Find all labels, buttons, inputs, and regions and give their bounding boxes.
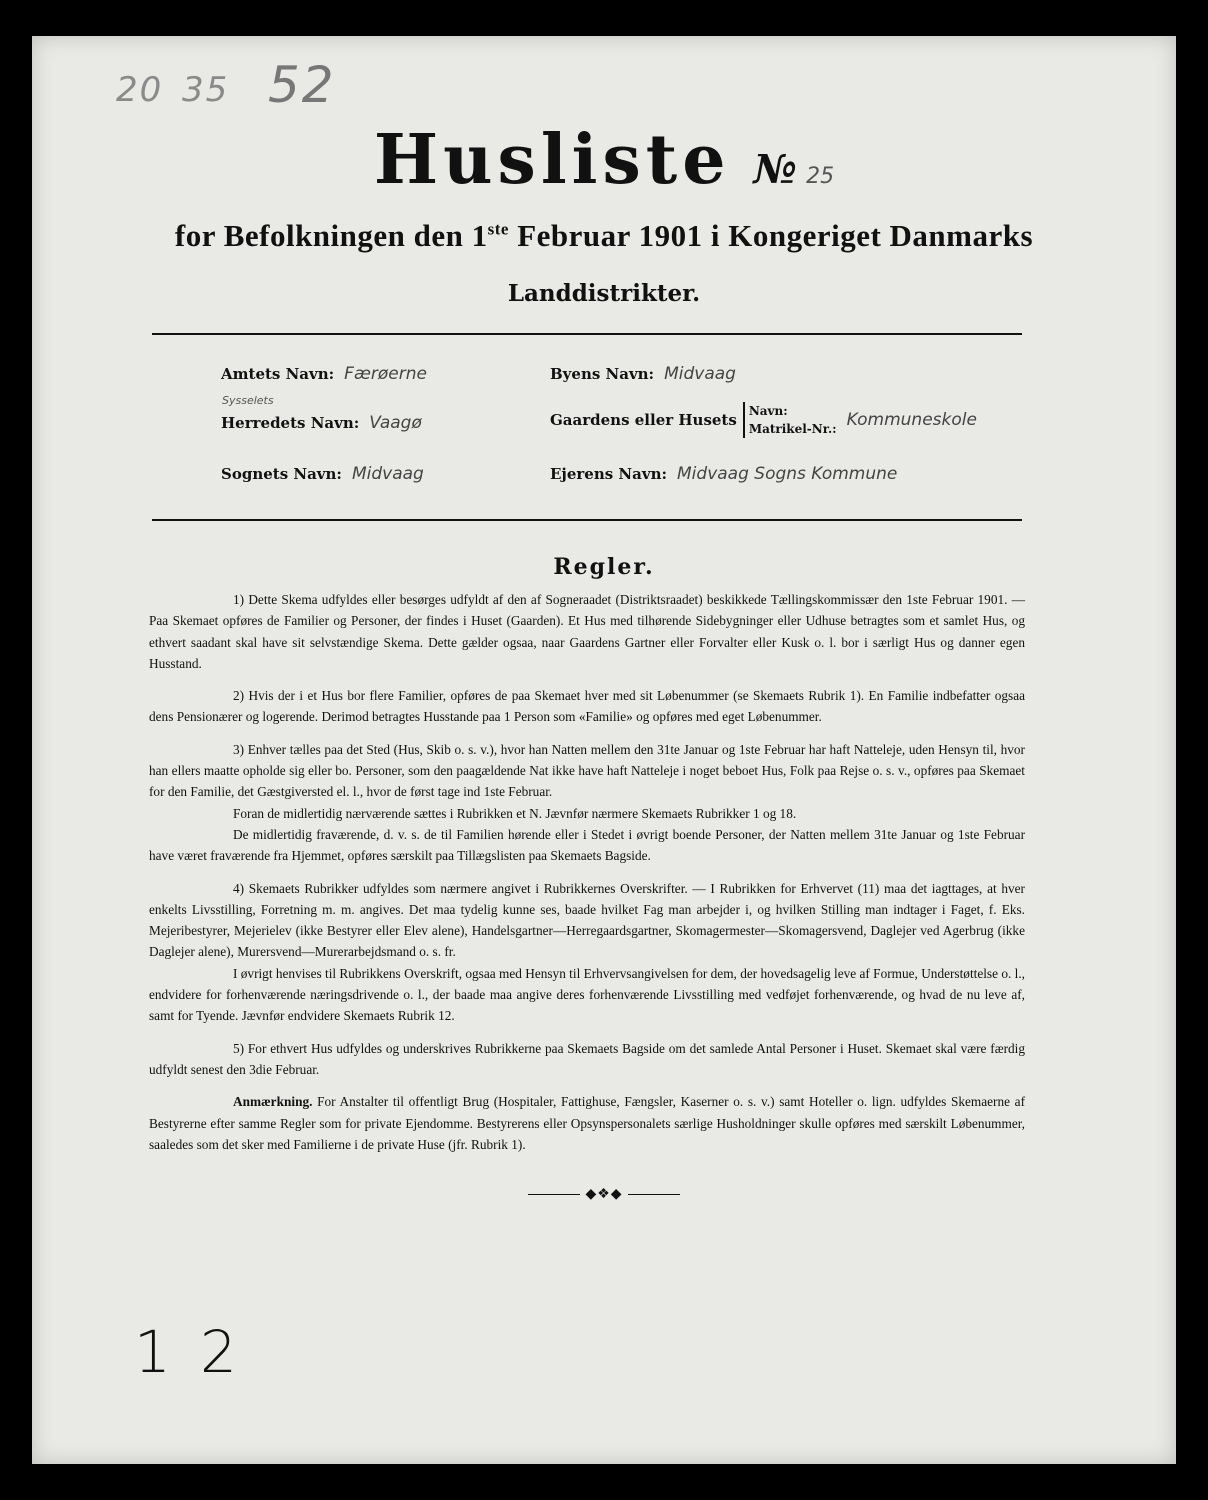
gaard-field (550, 402, 977, 438)
rule-paragraph: 1) Dette Skema udfyldes eller besørges udfyldt af den af Sogneraadet (Distriktsraadet) beskikkede Tællingskommissær den 1ste Februar 1901. — Paa Skemaet opføres de Familier og Personer, der findes i Huset (Gaarden). Et Hus med tilhørende Sidebygninger eller Udhuse betragtes som et samlet Hus, og ethvert saadant skal have sit selvstændige Skema. Dette gælder ogsaa, naar Gaardens Gartner eller Forvalter eller Kusk o. l. bor i særligt Hus og danner egen Husstand. (149, 592, 1025, 671)
ejer-field (550, 464, 897, 484)
list-number: 25 (806, 164, 835, 189)
handwritten-mark: 2 (200, 1318, 237, 1386)
census-form-page (32, 36, 1176, 1464)
gaard-label: Gaardens eller Husets (550, 411, 737, 429)
note-label: Anmærkning. (233, 1094, 313, 1110)
rules-body (149, 589, 1025, 1166)
ejer-label: Ejerens Navn: (550, 465, 668, 483)
gaard-sublabels (749, 402, 837, 438)
divider (152, 333, 1022, 335)
rule-paragraph: 5) For ethvert Hus udfyldes og underskrives Rubrikkerne paa Skemaets Bagside om det samlede Antal Personer i Huset. Skemaet skal være færdig udfyldt senest den 3die Februar. (149, 1040, 1025, 1077)
herred-field (221, 413, 422, 433)
rule-paragraph: 3) Enhver tælles paa det Sted (Hus, Skib o. s. v.), hvor han Natten mellem den 31te Januar og 1ste Februar har haft Natteleje, uden Hensyn til, hvor han ellers maatte opholde sig eller bo. Personer, som den paagældende Nat ikke have haft Natteleje i noget beboet Hus, Folk paa Rejse o. s. v., opføres paa Skemaet for den Familie, det Gæstgiversted el. l., hvor de først tage ind 1ste Februar. (149, 741, 1025, 800)
pencil-mark: 20 (116, 70, 164, 110)
rule-paragraph: De midlertidig fraværende, d. v. s. de til Familien hørende eller i Stedet i øvrigt boende Personer, der Natten mellem 31te Januar og 1ste Februar have været fraværende fra Hjemmet, opføres særskilt paa Tillægslisten paa Skemaets Bagside. (149, 826, 1025, 864)
amt-field (221, 364, 427, 384)
by-label: Byens Navn: (550, 365, 655, 383)
ornament-glyph: ◆❖◆ (585, 1186, 623, 1202)
by-field (550, 364, 736, 384)
sogn-label: Sognets Navn: (221, 465, 342, 483)
rule-paragraph: Foran de midlertidig nærværende sættes i Rubrikken et N. Jævnfør nærmere Skemaets Rubrikker 1 og 18. (233, 805, 797, 821)
rule-paragraph: 2) Hvis der i et Hus bor flere Familier, opføres de paa Skemaet hver med sit Løbenummer (se Skemaets Rubrik 1). En Familie indbefatter ogsaa dens Pensionærer og logerende. Derimod betragtes Husstande paa 1 Person som «Familie» og opføres med eget Løbenummer. (149, 688, 1025, 725)
pencil-mark: 35 (182, 70, 230, 110)
district-label: Landdistrikter. (507, 280, 701, 307)
rule-paragraph: I øvrigt henvises til Rubrikkens Overskrift, ogsaa med Hensyn til Erhvervsangivelsen for dem, der hovedsagelig leve af Formue, Understøttelse o. l., endvidere for forhenværende næringsdrivende o. l., der baade maa angive deres forhenværende Livsstilling med vedføjet forhenværende, og hvad de nu leve af, samt for Tyende. Jævnfør endvidere Skemaets Rubrik 12. (149, 965, 1025, 1024)
sogn-value: Midvaag (351, 464, 424, 484)
sogn-field (221, 464, 424, 484)
herred-value: Vaagø (369, 413, 422, 433)
title-row (32, 120, 1176, 200)
rules-heading: Regler. (553, 554, 655, 580)
amt-value: Færøerne (344, 364, 427, 384)
herred-label: Herredets Navn: (221, 414, 360, 432)
ejer-value: Midvaag Sogns Kommune (677, 464, 898, 484)
amt-label: Amtets Navn: (221, 365, 335, 383)
ornament-line (528, 1194, 580, 1195)
brace (743, 402, 745, 438)
handwritten-mark: 1 (134, 1318, 171, 1386)
gaard-value: Kommuneskole (846, 410, 977, 430)
number-label: № (753, 146, 798, 193)
ornament-line (628, 1194, 680, 1195)
note-text: For Anstalter til offentligt Brug (Hospitaler, Fattighuse, Fængsler, Kaserner o. s. v.) samt Hoteller o. lign. udfyldes Skemaerne af Bestyrerne efter samme Regler som for private Ejendomme. Bestyrerens eller Opsynspersonalets særlige Husholdninger skulle opføres med særskilt Løbenummer, saaledes som det sker med Familierne i de private Huse (jfr. Rubrik 1). (149, 1094, 1025, 1152)
matrikel-label: Matrikel-Nr.: (748, 422, 837, 436)
note-paragraph (149, 1091, 1025, 1155)
page-title: Husliste (373, 120, 731, 200)
subtitle-text-post: Februar 1901 i Kongeriget Danmarks (508, 218, 1034, 253)
by-value: Midvaag (664, 364, 736, 384)
ornament (32, 1186, 1176, 1202)
pencil-mark: 52 (268, 56, 336, 114)
rule-paragraph: 4) Skemaets Rubrikker udfyldes som nærmere angivet i Rubrikkernes Overskrifter. — I Rubrikken for Erhvervet (11) maa det iagttages, at hver enkelts Livsstilling, Forretning m. m. angives. Det maa tydelig kunne ses, baade hvilket Fag man arbejder i, og hvilken Stilling man indtager i Faget, f. Eks. Mejeribestyrer, Mejerielev (ikke Bestyrer eller Elev alene), Handelsgartner—Herregaardsgartner, Skomagermester—Skomagersvend, Daglejer ved Agerbrug (ikke Daglejer alene), Murersvend—Murerarbejdsmand o. s. fr. (149, 880, 1025, 960)
navn-label: Navn: (748, 404, 788, 418)
subtitle-sup: ste (487, 219, 509, 239)
herred-note: Sysselets (222, 394, 274, 407)
subtitle (32, 218, 1176, 254)
divider (152, 519, 1022, 521)
subtitle-text-pre: for Befolkningen den 1 (174, 218, 488, 253)
